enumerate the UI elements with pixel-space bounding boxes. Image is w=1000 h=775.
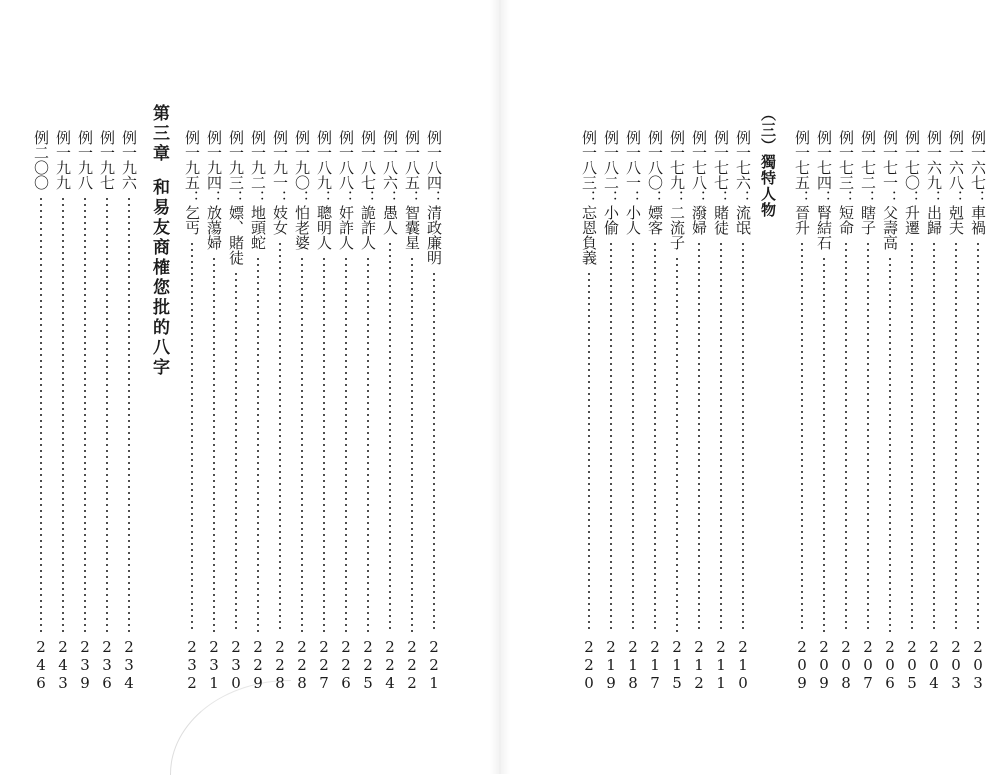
toc-entry-page: 208 — [837, 638, 855, 692]
toc-entry-page: 209 — [793, 638, 811, 692]
chapter-title: 和易友商榷您批的八字 — [149, 178, 169, 378]
toc-leader-dots — [106, 196, 108, 632]
toc-entry-label: 例二〇〇 — [32, 130, 50, 190]
toc-entry-label: 例一九〇：怕老婆 — [293, 130, 311, 250]
toc-entry-page: 215 — [668, 638, 686, 692]
toc-leader-dots — [433, 271, 435, 632]
toc-entry-page: 229 — [249, 638, 267, 692]
toc-entry-label: 例一九二：地頭蛇 — [249, 130, 267, 250]
toc-entry-label: 例一八八：奸詐人 — [337, 130, 355, 250]
chapter-heading — [148, 104, 170, 378]
toc-entry[interactable] — [270, 130, 290, 692]
toc-entry-label: 例一七七：賭徒 — [712, 130, 730, 235]
toc-leader-dots — [213, 256, 215, 632]
toc-leader-dots — [588, 271, 590, 632]
toc-entry[interactable] — [31, 130, 51, 692]
toc-entry-page: 228 — [293, 638, 311, 692]
toc-entry-label: 例一九四：放蕩婦 — [205, 130, 223, 250]
toc-leader-dots — [84, 196, 86, 632]
toc-leader-dots — [867, 241, 869, 632]
toc-entry[interactable] — [336, 130, 356, 692]
toc-leader-dots — [933, 241, 935, 632]
toc-entry-page: 224 — [381, 638, 399, 692]
toc-entry-page: 218 — [624, 638, 642, 692]
toc-entry-label: 例一八九：聰明人 — [315, 130, 333, 250]
toc-entry[interactable] — [424, 130, 444, 692]
toc-entry-label: 例一九五：乞丐 — [183, 130, 201, 235]
toc-leader-dots — [610, 241, 612, 632]
toc-entry-label: 例一八三：忘恩負義 — [580, 130, 598, 265]
toc-leader-dots — [676, 256, 678, 632]
toc-entry-page: 232 — [183, 638, 201, 692]
toc-entry-page: 228 — [271, 638, 289, 692]
toc-entry[interactable] — [689, 130, 709, 692]
toc-entry-label: 例一九一：妓女 — [271, 130, 289, 235]
toc-entry-page: 207 — [859, 638, 877, 692]
toc-entry-page: 210 — [734, 638, 752, 692]
toc-entry-label: 例一七四：腎結石 — [815, 130, 833, 250]
toc-entry-label: 例一八六：愚人 — [381, 130, 399, 235]
toc-entry-page: 230 — [227, 638, 245, 692]
toc-entry-label: 例一七三：短命 — [837, 130, 855, 235]
toc-leader-dots — [801, 241, 803, 632]
toc-entry[interactable] — [924, 130, 944, 692]
toc-leader-dots — [301, 256, 303, 632]
toc-entry[interactable] — [292, 130, 312, 692]
toc-leader-dots — [845, 241, 847, 632]
toc-entry-page: 243 — [54, 638, 72, 692]
toc-entry-label: 例一八二：小偷 — [602, 130, 620, 235]
toc-leader-dots — [389, 241, 391, 632]
toc-entry-page: 211 — [712, 638, 730, 692]
toc-leader-dots — [698, 241, 700, 632]
toc-entry-page: 221 — [425, 638, 443, 692]
toc-entry-label: 例一九八 — [76, 130, 94, 190]
toc-entry-page: 231 — [205, 638, 223, 692]
toc-entry-page: 206 — [881, 638, 899, 692]
toc-entry[interactable] — [711, 130, 731, 692]
toc-entry-page: 203 — [947, 638, 965, 692]
toc-entry-page: 236 — [98, 638, 116, 692]
toc-entry-page: 226 — [337, 638, 355, 692]
toc-entry-label: 例一七九：二流子 — [668, 130, 686, 250]
toc-entry-page: 212 — [690, 638, 708, 692]
toc-entry[interactable] — [182, 130, 202, 692]
toc-entry[interactable] — [667, 130, 687, 692]
toc-entry[interactable] — [248, 130, 268, 692]
toc-leader-dots — [128, 196, 130, 632]
toc-entry-page: 222 — [403, 638, 421, 692]
toc-leader-dots — [632, 241, 634, 632]
toc-entry-page: 234 — [120, 638, 138, 692]
toc-entry-label: 例一八〇：嫖客 — [646, 130, 664, 235]
toc-entry-label: 例一七一：父壽高 — [881, 130, 899, 250]
toc-entry-label: 例一六九：出歸 — [925, 130, 943, 235]
toc-entry[interactable] — [314, 130, 334, 692]
toc-entry-label: 例一八五：智囊星 — [403, 130, 421, 250]
toc-entry-label: 例一六八：剋夫 — [947, 130, 965, 235]
toc-entry[interactable] — [836, 130, 856, 692]
toc-entry-label: 例一七六：流氓 — [734, 130, 752, 235]
toc-entry[interactable] — [75, 130, 95, 692]
toc-entry-label: 例一八七：詭詐人 — [359, 130, 377, 250]
toc-leader-dots — [411, 256, 413, 632]
toc-entry-page: 227 — [315, 638, 333, 692]
chapter-number: 第三章 — [149, 104, 169, 164]
toc-entry[interactable] — [645, 130, 665, 692]
toc-entry-label: 例一九七 — [98, 130, 116, 190]
toc-entry[interactable] — [402, 130, 422, 692]
toc-leader-dots — [911, 241, 913, 632]
toc-entry-page: 209 — [815, 638, 833, 692]
toc-leader-dots — [279, 241, 281, 632]
toc-leader-dots — [720, 241, 722, 632]
toc-entry[interactable] — [358, 130, 378, 692]
toc-entry-page: 239 — [76, 638, 94, 692]
toc-entry[interactable] — [733, 130, 753, 692]
toc-leader-dots — [235, 271, 237, 632]
toc-leader-dots — [742, 241, 744, 632]
toc-entry[interactable] — [204, 130, 224, 692]
toc-entry-label: 例一七二：瞎子 — [859, 130, 877, 235]
toc-entry-label: 例一八一：小人 — [624, 130, 642, 235]
toc-entry[interactable] — [623, 130, 643, 692]
toc-entry[interactable] — [226, 130, 246, 692]
toc-entry-label: 例一七五：晉升 — [793, 130, 811, 235]
toc-entry-page: 217 — [646, 638, 664, 692]
toc-leader-dots — [955, 241, 957, 632]
toc-entry-page: 203 — [969, 638, 987, 692]
toc-entry[interactable] — [97, 130, 117, 692]
toc-entry-page: 204 — [925, 638, 943, 692]
toc-entry-label: 例一九六 — [120, 130, 138, 190]
toc-entry[interactable] — [880, 130, 900, 692]
toc-entry[interactable] — [601, 130, 621, 692]
toc-entry-label: 例一六七：車禍 — [969, 130, 987, 235]
toc-entry[interactable] — [119, 130, 139, 692]
toc-entry[interactable] — [946, 130, 966, 692]
toc-entry[interactable] — [858, 130, 878, 692]
toc-entry[interactable] — [579, 130, 599, 692]
toc-entry-label: 例一九三：嫖、賭徒 — [227, 130, 245, 265]
toc-entry[interactable] — [902, 130, 922, 692]
toc-leader-dots — [977, 241, 979, 632]
toc-entry-label: 例一七〇：升遷 — [903, 130, 921, 235]
toc-leader-dots — [257, 256, 259, 632]
toc-entry-label: 例一九九 — [54, 130, 72, 190]
toc-entry[interactable] — [53, 130, 73, 692]
toc-entry-page: 225 — [359, 638, 377, 692]
toc-leader-dots — [62, 196, 64, 632]
toc-entry[interactable] — [792, 130, 812, 692]
toc-leader-dots — [40, 196, 42, 632]
toc-leader-dots — [191, 241, 193, 632]
toc-leader-dots — [889, 256, 891, 632]
toc-entry-label: 例一八四：清政廉明 — [425, 130, 443, 265]
toc-entry-page: 219 — [602, 638, 620, 692]
toc-entry-page: 246 — [32, 638, 50, 692]
toc-entry[interactable] — [814, 130, 834, 692]
toc-entry[interactable] — [380, 130, 400, 692]
toc-entry-page: 205 — [903, 638, 921, 692]
toc-leader-dots — [367, 256, 369, 632]
toc-entry[interactable] — [968, 130, 988, 692]
toc-entry-label: 例一七八：潑婦 — [690, 130, 708, 235]
section-heading: ︵三︶獨特人物 — [759, 106, 777, 218]
toc-leader-dots — [323, 256, 325, 632]
toc-leader-dots — [654, 241, 656, 632]
book-gutter — [490, 0, 510, 774]
toc-leader-dots — [345, 256, 347, 632]
toc-leader-dots — [823, 256, 825, 632]
toc-entry-page: 220 — [580, 638, 598, 692]
